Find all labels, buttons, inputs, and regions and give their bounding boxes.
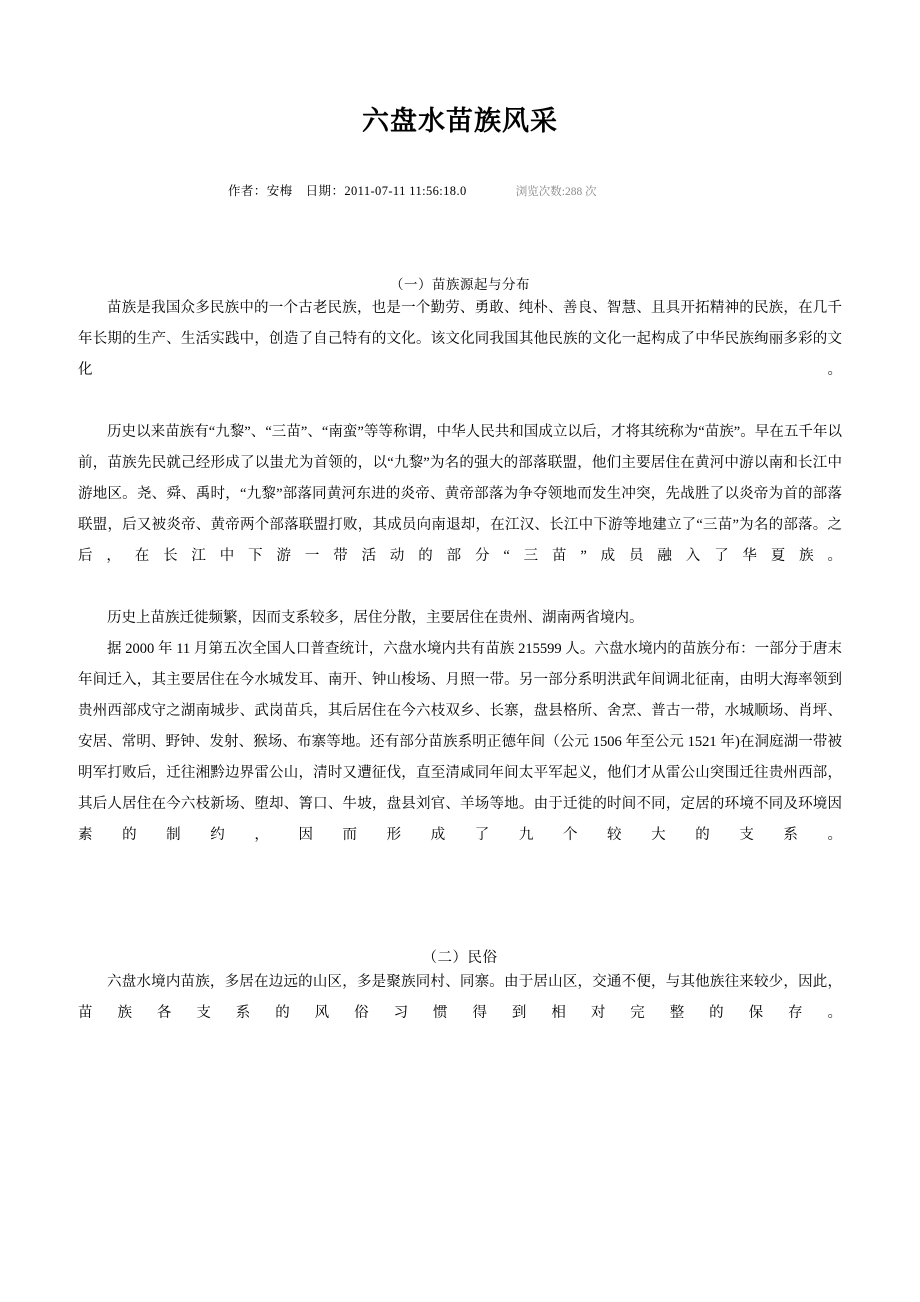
page-title: 六盘水苗族风采 <box>362 106 558 136</box>
meta-date: 日期：2011-07-11 11:56:18.0 <box>305 184 467 199</box>
paragraph-origin-3: 历史上苗族迁徙频繁，因而支系较多，居住分散，主要居住在贵州、湖南两省境内。 <box>107 609 644 626</box>
paragraph-origin-1: 苗族是我国众多民族中的一个古老民族，也是一个勤劳、勇敢、纯朴、善良、智慧、且具开拓精神的民族，在几千年长期的生产、生活实践中，创造了自己特有的文化。该文化同我国其他民族的文化一起构成了中华民族绚丽多彩的文化。 <box>78 299 842 378</box>
meta-author: 作者：安梅 <box>228 184 293 199</box>
document-meta <box>78 183 842 201</box>
paragraph-origin-4: 据 2000 年 11 月第五次全国人口普查统计，六盘水境内共有苗族 215599 人。六盘水境内的苗族分布：一部分于唐末年间迁入，其主要居住在今水城发耳、南开、钟山梭场、月照一带。另一部分系明洪武年间调北征南，由明大海率领到贵州西部戍守之湖南城步、武岗苗兵，其后居住在今六枝双乡、长寨，盘县格所、舍烹、普古一带，水城顺场、肖坪、安居、常明、野钟、发射、猴场、布寨等地。还有部分苗族系明正德年间（公元 1506 年至公元 1521 年)在洞庭湖一带被明军打败后，迁往湘黔边界雷公山，清时又遭征伐，直至清咸同年间太平军起义，他们才从雷公山突围迁往贵州西部，其后人居住在今六枝新场、堕却、箐口、牛坡，盘县刘官、羊场等地。由于迁徙的时间不同，定居的环境不同及环境因素的制约，因而形成了九个较大的支系。 <box>78 640 842 843</box>
meta-view-count: 浏览次数:288 次 <box>515 186 597 199</box>
section-heading-origin: （一）苗族源起与分布 <box>390 276 530 292</box>
section-heading-folklore: （二）民俗 <box>422 949 498 966</box>
paragraph-origin-2: 历史以来苗族有“九黎”、“三苗”、“南蛮”等等称谓，中华人民共和国成立以后，才将其统称为“苗族”。早在五千年以前，苗族先民就己经形成了以蚩尤为首领的，以“九黎”为名的强大的部落联盟，他们主要居住在黄河中游以南和长江中游地区。尧、舜、禹时，“九黎”部落同黄河东进的炎帝、黄帝部落为争夺领地而发生冲突，先战胜了以炎帝为首的部落联盟，后又被炎帝、黄帝两个部落联盟打败，其成员向南退却，在江汉、长江中下游等地建立了“三苗”为名的部落。之后，在长江中下游一带活动的部分“三苗”成员融入了华夏族。 <box>78 423 842 564</box>
paragraph-folklore-1: 六盘水境内苗族，多居在边远的山区，多是聚族同村、同寨。由于居山区，交通不便，与其他族往来较少，因此，苗族各支系的风俗习惯得到相对完整的保存。 <box>78 973 842 1021</box>
